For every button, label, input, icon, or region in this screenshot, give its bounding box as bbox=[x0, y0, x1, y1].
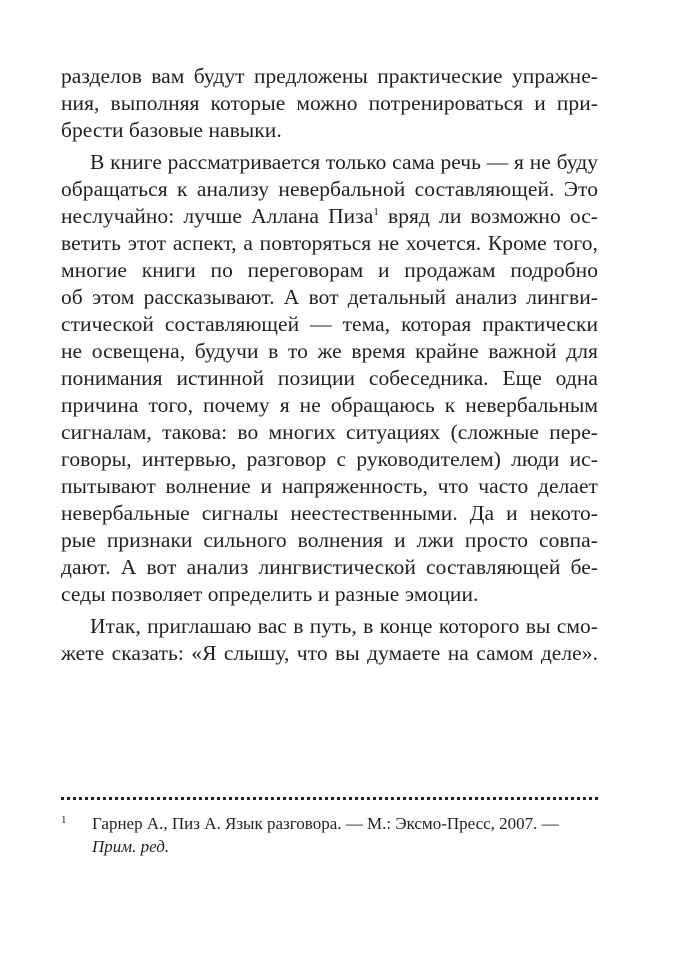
body-line: невербальные сигналы неестественными. Да и некото- bbox=[61, 501, 598, 525]
body-line: ветить этот аспект, а повторяться не хочется. Кроме того, bbox=[61, 231, 598, 255]
body-line-part: неслучайно: лучше Аллана Пиза bbox=[61, 204, 374, 228]
body-line: понимания истинной позиции собеседника. Еще одна bbox=[61, 366, 598, 390]
body-line: седы позволяет определить и разные эмоции. bbox=[61, 582, 479, 606]
body-line: рые признаки сильного волнения и лжи просто совпа- bbox=[61, 528, 598, 552]
body-line: ния, выполняя которые можно потренироваться и при- bbox=[61, 91, 598, 115]
body-line: брести базовые навыки. bbox=[61, 118, 282, 142]
body-line: стической составляющей — тема, которая практически bbox=[61, 312, 598, 336]
footnote-marker: 1 bbox=[61, 814, 67, 826]
body-line: говоры, интервью, разговор с руководителем) люди ис- bbox=[61, 447, 598, 471]
body-line: сигналам, такова: во многих ситуациях (сложные пере- bbox=[61, 420, 598, 444]
body-line: об этом рассказывают. А вот детальный анализ лингви- bbox=[61, 285, 598, 309]
body-line: В книге рассматривается только сама речь — я не буду bbox=[90, 150, 598, 174]
footnote-divider bbox=[61, 797, 598, 800]
body-line-part: вряд ли возможно ос- bbox=[388, 204, 598, 228]
body-line: причина того, почему я не обращаюсь к невербальным bbox=[61, 393, 598, 417]
body-line: пытывают волнение и напряженность, что часто делает bbox=[61, 474, 598, 498]
body-line: дают. А вот анализ лингвистической составляющей бе- bbox=[61, 555, 598, 579]
body-line: не освещена, будучи в то же время крайне важной для bbox=[61, 339, 598, 363]
footnote-text: Гарнер А., Пиз А. Язык разговора. — М.: Эксмо-Пресс, 2007. — bbox=[92, 814, 559, 833]
body-line: Итак, приглашаю вас в путь, в конце которого вы смо- bbox=[90, 614, 598, 638]
footnote-reference: 1 bbox=[373, 206, 379, 218]
footnote-note bbox=[92, 833, 598, 860]
footnote-editor-note: Прим. ред. bbox=[92, 837, 170, 856]
body-line: обращаться к анализу невербальной составляющей. Это bbox=[61, 177, 598, 201]
body-line: жете сказать: «Я слышу, что вы думаете на самом деле». bbox=[61, 641, 598, 665]
body-line-with-footnote-ref bbox=[61, 203, 598, 230]
body-line: многие книги по переговорам и продажам подробно bbox=[61, 258, 598, 282]
body-line: разделов вам будут предложены практические упражне- bbox=[61, 64, 598, 88]
